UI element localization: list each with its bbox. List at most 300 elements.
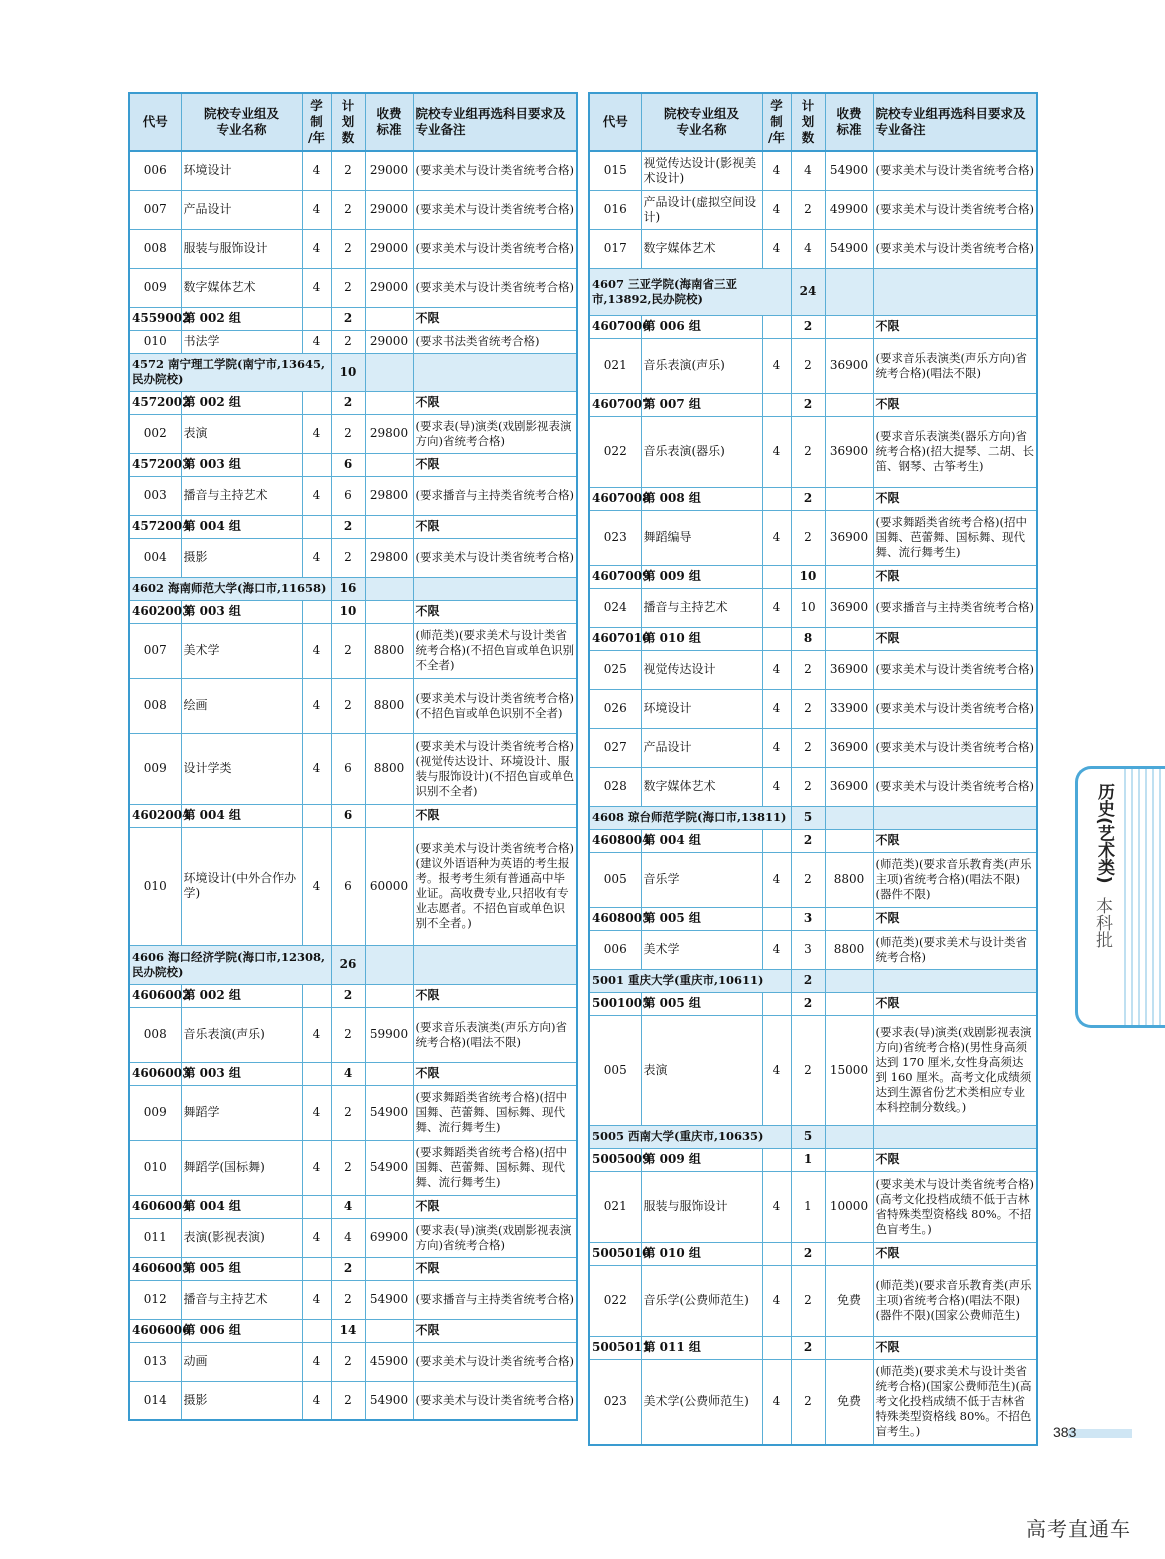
- major-row: [129, 414, 577, 453]
- group-note: 不限: [413, 391, 577, 414]
- major-note: (要求美术与设计类省统考合格)(高考文化投档成绩不低于吉林省特殊类型资格线 80%。不招色盲考生。): [873, 1171, 1037, 1242]
- major-row: [589, 190, 1037, 229]
- major-row: [129, 268, 577, 307]
- major-note: (要求美术与设计类省统考合格): [873, 650, 1037, 689]
- major-years: 4: [302, 151, 331, 190]
- group-row: [589, 565, 1037, 588]
- major-plan: 2: [331, 190, 365, 229]
- major-code: 008: [129, 678, 181, 733]
- group-note: 不限: [873, 393, 1037, 416]
- group-note: 不限: [873, 627, 1037, 650]
- group-code: 4608004: [589, 829, 641, 852]
- major-years: 4: [762, 852, 791, 907]
- group-note: 不限: [413, 984, 577, 1007]
- group-name: 第 003 组: [181, 600, 302, 623]
- school-plan: 5: [791, 1125, 825, 1148]
- major-note: (要求表(导)演类(戏剧影视表演方向)省统考合格): [413, 414, 577, 453]
- school-plan: 2: [791, 969, 825, 992]
- major-note: (要求美术与设计类省统考合格): [413, 538, 577, 577]
- major-years: 4: [302, 623, 331, 678]
- major-row: [589, 767, 1037, 806]
- major-row: [589, 510, 1037, 565]
- major-years: 4: [762, 1171, 791, 1242]
- major-row: [589, 728, 1037, 767]
- group-years-empty: [302, 804, 331, 827]
- major-row: [129, 1342, 577, 1381]
- school-row: [589, 268, 1037, 315]
- major-row: [129, 476, 577, 515]
- group-row: [129, 1062, 577, 1085]
- school-note-empty: [873, 969, 1037, 992]
- group-name: 第 006 组: [641, 315, 762, 338]
- watermark: 高考直通车: [1026, 1517, 1131, 1541]
- major-row: [129, 1140, 577, 1195]
- group-row: [589, 1148, 1037, 1171]
- group-name: 第 005 组: [181, 1257, 302, 1280]
- major-fee: 29000: [365, 330, 413, 353]
- major-code: 010: [129, 827, 181, 945]
- major-years: 4: [762, 1015, 791, 1125]
- group-fee-empty: [365, 515, 413, 538]
- group-name: 第 006 组: [181, 1319, 302, 1342]
- table-header: [129, 93, 577, 151]
- major-fee: 29800: [365, 538, 413, 577]
- major-row: [589, 1015, 1037, 1125]
- major-row: [129, 678, 577, 733]
- major-plan: 2: [331, 229, 365, 268]
- group-plan: 2: [791, 992, 825, 1015]
- major-row: [589, 229, 1037, 268]
- group-fee-empty: [365, 804, 413, 827]
- major-name: 数字媒体艺术: [641, 767, 762, 806]
- group-years-empty: [302, 391, 331, 414]
- group-fee-empty: [365, 307, 413, 330]
- major-row: [129, 151, 577, 190]
- group-plan: 2: [791, 393, 825, 416]
- group-row: [129, 600, 577, 623]
- major-fee: 36900: [825, 510, 873, 565]
- table-body: [589, 151, 1037, 1445]
- major-fee: 36900: [825, 588, 873, 627]
- major-plan: 2: [331, 330, 365, 353]
- school-fee-empty: [365, 945, 413, 984]
- major-code: 023: [589, 1359, 641, 1445]
- group-name: 第 010 组: [641, 627, 762, 650]
- major-fee: 54900: [365, 1280, 413, 1319]
- major-fee: 免费: [825, 1359, 873, 1445]
- group-row: [129, 307, 577, 330]
- group-note: 不限: [873, 1336, 1037, 1359]
- group-plan: 2: [331, 1257, 365, 1280]
- school-name: 4606 海口经济学院(海口市,12308,民办院校): [129, 945, 331, 984]
- group-note: 不限: [413, 1319, 577, 1342]
- major-plan: 2: [791, 767, 825, 806]
- major-code: 009: [129, 268, 181, 307]
- major-fee: 69900: [365, 1218, 413, 1257]
- group-plan: 2: [331, 515, 365, 538]
- group-code: 4607009: [589, 565, 641, 588]
- major-name: 视觉传达设计(影视美术设计): [641, 151, 762, 190]
- major-years: 4: [762, 1265, 791, 1336]
- major-years: 4: [302, 330, 331, 353]
- major-fee: 8800: [825, 930, 873, 969]
- major-years: 4: [302, 229, 331, 268]
- group-years-empty: [762, 992, 791, 1015]
- group-name: 第 010 组: [641, 1242, 762, 1265]
- major-fee: 54900: [825, 229, 873, 268]
- major-code: 023: [589, 510, 641, 565]
- major-years: 4: [762, 190, 791, 229]
- major-note: (要求美术与设计类省统考合格): [873, 767, 1037, 806]
- major-code: 006: [129, 151, 181, 190]
- group-code: 4606006: [129, 1319, 181, 1342]
- major-fee: 8800: [365, 623, 413, 678]
- major-code: 002: [129, 414, 181, 453]
- major-note: (要求美术与设计类省统考合格): [413, 190, 577, 229]
- major-row: [129, 623, 577, 678]
- major-plan: 4: [331, 1218, 365, 1257]
- major-code: 017: [589, 229, 641, 268]
- group-years-empty: [302, 1319, 331, 1342]
- major-note: (要求美术与设计类省统考合格): [873, 151, 1037, 190]
- major-note: (要求音乐表演类(声乐方向)省统考合格)(唱法不限): [873, 338, 1037, 393]
- major-plan: 2: [331, 623, 365, 678]
- major-fee: 60000: [365, 827, 413, 945]
- major-name: 音乐学(公费师范生): [641, 1265, 762, 1336]
- major-code: 007: [129, 623, 181, 678]
- major-fee: 10000: [825, 1171, 873, 1242]
- major-note: (要求音乐表演类(声乐方向)省统考合格)(唱法不限): [413, 1007, 577, 1062]
- group-plan: 3: [791, 907, 825, 930]
- group-name: 第 004 组: [181, 1195, 302, 1218]
- header-notes: 院校专业组再选科目要求及 专业备注: [873, 93, 1037, 151]
- group-name: 第 005 组: [641, 992, 762, 1015]
- school-note-empty: [873, 1125, 1037, 1148]
- major-note: (要求书法类省统考合格): [413, 330, 577, 353]
- group-code: 4559002: [129, 307, 181, 330]
- major-row: [129, 1218, 577, 1257]
- group-name: 第 008 组: [641, 487, 762, 510]
- major-years: 4: [762, 151, 791, 190]
- major-fee: 29800: [365, 414, 413, 453]
- major-name: 视觉传达设计: [641, 650, 762, 689]
- group-fee-empty: [825, 487, 873, 510]
- major-plan: 2: [791, 689, 825, 728]
- major-name: 环境设计: [641, 689, 762, 728]
- group-row: [589, 1242, 1037, 1265]
- group-row: [589, 1336, 1037, 1359]
- group-name: 第 009 组: [641, 1148, 762, 1171]
- school-plan: 5: [791, 806, 825, 829]
- major-note: (要求播音与主持类省统考合格): [413, 1280, 577, 1319]
- group-row: [129, 515, 577, 538]
- major-fee: 36900: [825, 767, 873, 806]
- group-fee-empty: [825, 627, 873, 650]
- major-years: 4: [302, 1007, 331, 1062]
- major-note: (要求美术与设计类省统考合格): [873, 190, 1037, 229]
- major-row: [129, 229, 577, 268]
- major-years: 4: [762, 588, 791, 627]
- group-note: 不限: [873, 487, 1037, 510]
- major-row: [589, 1171, 1037, 1242]
- group-years-empty: [302, 307, 331, 330]
- major-plan: 2: [791, 1015, 825, 1125]
- group-fee-empty: [365, 1062, 413, 1085]
- major-plan: 2: [331, 414, 365, 453]
- group-name: 第 002 组: [181, 984, 302, 1007]
- major-code: 027: [589, 728, 641, 767]
- group-plan: 4: [331, 1062, 365, 1085]
- group-code: 4572003: [129, 453, 181, 476]
- group-code: 4602004: [129, 804, 181, 827]
- group-note: 不限: [413, 307, 577, 330]
- group-row: [589, 992, 1037, 1015]
- page-number: 383: [1053, 1424, 1077, 1440]
- group-years-empty: [302, 984, 331, 1007]
- major-code: 006: [589, 930, 641, 969]
- group-years-empty: [762, 565, 791, 588]
- major-code: 010: [129, 330, 181, 353]
- major-fee: 59900: [365, 1007, 413, 1062]
- major-fee: 36900: [825, 650, 873, 689]
- major-name: 播音与主持艺术: [181, 476, 302, 515]
- group-years-empty: [762, 1336, 791, 1359]
- major-name: 产品设计: [181, 190, 302, 229]
- major-note: (师范类)(要求美术与设计类省统考合格)(国家公费师范生)(高考文化投档成绩不低于吉林省特殊类型资格线 80%。不招色盲考生。): [873, 1359, 1037, 1445]
- group-name: 第 004 组: [641, 829, 762, 852]
- group-code: 5001005: [589, 992, 641, 1015]
- group-row: [129, 984, 577, 1007]
- major-plan: 2: [791, 650, 825, 689]
- major-years: 4: [302, 827, 331, 945]
- major-fee: 15000: [825, 1015, 873, 1125]
- major-row: [589, 338, 1037, 393]
- group-fee-empty: [825, 565, 873, 588]
- page-number-bar: [1068, 1429, 1132, 1438]
- group-fee-empty: [825, 907, 873, 930]
- table-header: [589, 93, 1037, 151]
- group-name: 第 003 组: [181, 453, 302, 476]
- side-tab-category: 历史(艺术类): [1094, 783, 1114, 884]
- major-code: 004: [129, 538, 181, 577]
- major-years: 4: [302, 1342, 331, 1381]
- school-name: 4608 琼台师范学院(海口市,13811): [589, 806, 791, 829]
- major-plan: 2: [791, 852, 825, 907]
- major-note: (要求美术与设计类省统考合格): [413, 268, 577, 307]
- major-fee: 54900: [365, 1140, 413, 1195]
- major-fee: 54900: [365, 1381, 413, 1420]
- group-code: 4606003: [129, 1062, 181, 1085]
- header-name: 院校专业组及 专业名称: [641, 93, 762, 151]
- major-years: 4: [762, 689, 791, 728]
- group-note: 不限: [873, 829, 1037, 852]
- major-row: [589, 930, 1037, 969]
- school-name: 5001 重庆大学(重庆市,10611): [589, 969, 791, 992]
- major-fee: 29000: [365, 190, 413, 229]
- group-code: 4607007: [589, 393, 641, 416]
- group-name: 第 003 组: [181, 1062, 302, 1085]
- group-code: 5005009: [589, 1148, 641, 1171]
- major-note: (要求美术与设计类省统考合格): [413, 1381, 577, 1420]
- side-tab-batch: 本科批: [1092, 897, 1112, 948]
- group-note: 不限: [413, 600, 577, 623]
- school-fee-empty: [825, 268, 873, 315]
- school-plan: 10: [331, 353, 365, 391]
- major-plan: 1: [791, 1171, 825, 1242]
- major-note: (要求美术与设计类省统考合格): [873, 689, 1037, 728]
- group-plan: 4: [331, 1195, 365, 1218]
- header-code: 代号: [589, 93, 641, 151]
- major-fee: 36900: [825, 338, 873, 393]
- group-plan: 10: [791, 565, 825, 588]
- major-note: (要求表(导)演类(戏剧影视表演方向)省统考合格)(男性身高须达到 170 厘米,女性身高须达到 160 厘米。高考文化成绩须达到生源省份艺术类相应专业本科控制分数线。): [873, 1015, 1037, 1125]
- major-name: 音乐表演(声乐): [181, 1007, 302, 1062]
- major-plan: 2: [331, 538, 365, 577]
- major-years: 4: [302, 414, 331, 453]
- major-code: 009: [129, 1085, 181, 1140]
- group-name: 第 005 组: [641, 907, 762, 930]
- major-plan: 2: [791, 510, 825, 565]
- major-name: 数字媒体艺术: [181, 268, 302, 307]
- group-row: [129, 453, 577, 476]
- major-name: 音乐表演(器乐): [641, 416, 762, 487]
- major-code: 012: [129, 1280, 181, 1319]
- group-years-empty: [762, 627, 791, 650]
- major-fee: 8800: [825, 852, 873, 907]
- group-code: 5005011: [589, 1336, 641, 1359]
- group-plan: 1: [791, 1148, 825, 1171]
- major-plan: 2: [791, 728, 825, 767]
- major-row: [589, 416, 1037, 487]
- group-note: 不限: [873, 315, 1037, 338]
- group-code: 4606004: [129, 1195, 181, 1218]
- major-plan: 4: [791, 229, 825, 268]
- major-note: (要求舞蹈类省统考合格)(招中国舞、芭蕾舞、国标舞、现代舞、流行舞考生): [413, 1140, 577, 1195]
- major-code: 003: [129, 476, 181, 515]
- school-plan: 26: [331, 945, 365, 984]
- group-fee-empty: [365, 1319, 413, 1342]
- group-row: [129, 1195, 577, 1218]
- school-name: 4572 南宁理工学院(南宁市,13645,民办院校): [129, 353, 331, 391]
- admission-table-left: [128, 92, 578, 1421]
- major-fee: 45900: [365, 1342, 413, 1381]
- group-code: 4602003: [129, 600, 181, 623]
- group-note: 不限: [413, 1062, 577, 1085]
- major-name: 设计学类: [181, 733, 302, 804]
- major-plan: 2: [331, 1140, 365, 1195]
- major-fee: 29000: [365, 268, 413, 307]
- major-years: 4: [762, 229, 791, 268]
- group-fee-empty: [365, 453, 413, 476]
- major-row: [129, 1085, 577, 1140]
- group-years-empty: [302, 1195, 331, 1218]
- group-row: [589, 829, 1037, 852]
- major-name: 环境设计(中外合作办学): [181, 827, 302, 945]
- school-note-empty: [413, 353, 577, 391]
- section-side-tab: [1075, 766, 1165, 1028]
- group-plan: 2: [331, 307, 365, 330]
- group-note: 不限: [873, 1242, 1037, 1265]
- major-name: 服装与服饰设计: [641, 1171, 762, 1242]
- major-note: (要求播音与主持类省统考合格): [413, 476, 577, 515]
- major-years: 4: [762, 1359, 791, 1445]
- major-code: 008: [129, 1007, 181, 1062]
- major-years: 4: [762, 650, 791, 689]
- major-plan: 2: [331, 1085, 365, 1140]
- school-name: 4607 三亚学院(海南省三亚市,13892,民办院校): [589, 268, 791, 315]
- major-name: 绘画: [181, 678, 302, 733]
- major-note: (要求美术与设计类省统考合格)(不招色盲或单色识别不全者): [413, 678, 577, 733]
- major-note: (师范类)(要求美术与设计类省统考合格): [873, 930, 1037, 969]
- major-code: 022: [589, 416, 641, 487]
- major-note: (师范类)(要求音乐教育类(声乐主项)省统考合格)(唱法不限)(器件不限)(国家公费师范生): [873, 1265, 1037, 1336]
- major-fee: 54900: [365, 1085, 413, 1140]
- major-code: 021: [589, 1171, 641, 1242]
- major-row: [129, 538, 577, 577]
- major-code: 008: [129, 229, 181, 268]
- major-note: (要求美术与设计类省统考合格)(视觉传达设计、环境设计、服装与服饰设计)(不招色盲或单色识别不全者): [413, 733, 577, 804]
- major-plan: 2: [791, 1359, 825, 1445]
- major-row: [129, 190, 577, 229]
- header-notes: 院校专业组再选科目要求及 专业备注: [413, 93, 577, 151]
- major-row: [589, 1359, 1037, 1445]
- major-name: 舞蹈学(国标舞): [181, 1140, 302, 1195]
- major-row: [129, 330, 577, 353]
- major-plan: 4: [791, 151, 825, 190]
- group-plan: 2: [791, 487, 825, 510]
- group-row: [589, 393, 1037, 416]
- group-note: 不限: [873, 907, 1037, 930]
- major-name: 美术学: [641, 930, 762, 969]
- group-fee-empty: [365, 1195, 413, 1218]
- major-plan: 2: [791, 190, 825, 229]
- major-name: 摄影: [181, 1381, 302, 1420]
- side-tab-stripes: [1119, 769, 1165, 1025]
- group-name: 第 011 组: [641, 1336, 762, 1359]
- major-fee: 54900: [825, 151, 873, 190]
- group-plan: 2: [331, 984, 365, 1007]
- major-code: 010: [129, 1140, 181, 1195]
- school-row: [129, 945, 577, 984]
- major-name: 音乐学: [641, 852, 762, 907]
- group-name: 第 004 组: [181, 515, 302, 538]
- group-fee-empty: [825, 315, 873, 338]
- group-note: 不限: [413, 515, 577, 538]
- major-note: (要求美术与设计类省统考合格): [413, 151, 577, 190]
- major-name: 动画: [181, 1342, 302, 1381]
- school-row: [589, 806, 1037, 829]
- major-note: (要求美术与设计类省统考合格): [873, 728, 1037, 767]
- major-row: [129, 1280, 577, 1319]
- header-name: 院校专业组及 专业名称: [181, 93, 302, 151]
- major-code: 005: [589, 1015, 641, 1125]
- major-row: [589, 588, 1037, 627]
- header-fee: 收费 标准: [365, 93, 413, 151]
- major-name: 播音与主持艺术: [181, 1280, 302, 1319]
- header-years: 学 制 /年: [302, 93, 331, 151]
- group-plan: 2: [791, 1336, 825, 1359]
- major-fee: 29800: [365, 476, 413, 515]
- group-fee-empty: [825, 393, 873, 416]
- school-row: [129, 353, 577, 391]
- major-plan: 2: [331, 1342, 365, 1381]
- major-name: 播音与主持艺术: [641, 588, 762, 627]
- school-note-empty: [873, 806, 1037, 829]
- major-name: 摄影: [181, 538, 302, 577]
- major-note: (要求播音与主持类省统考合格): [873, 588, 1037, 627]
- major-name: 表演: [641, 1015, 762, 1125]
- major-fee: 36900: [825, 416, 873, 487]
